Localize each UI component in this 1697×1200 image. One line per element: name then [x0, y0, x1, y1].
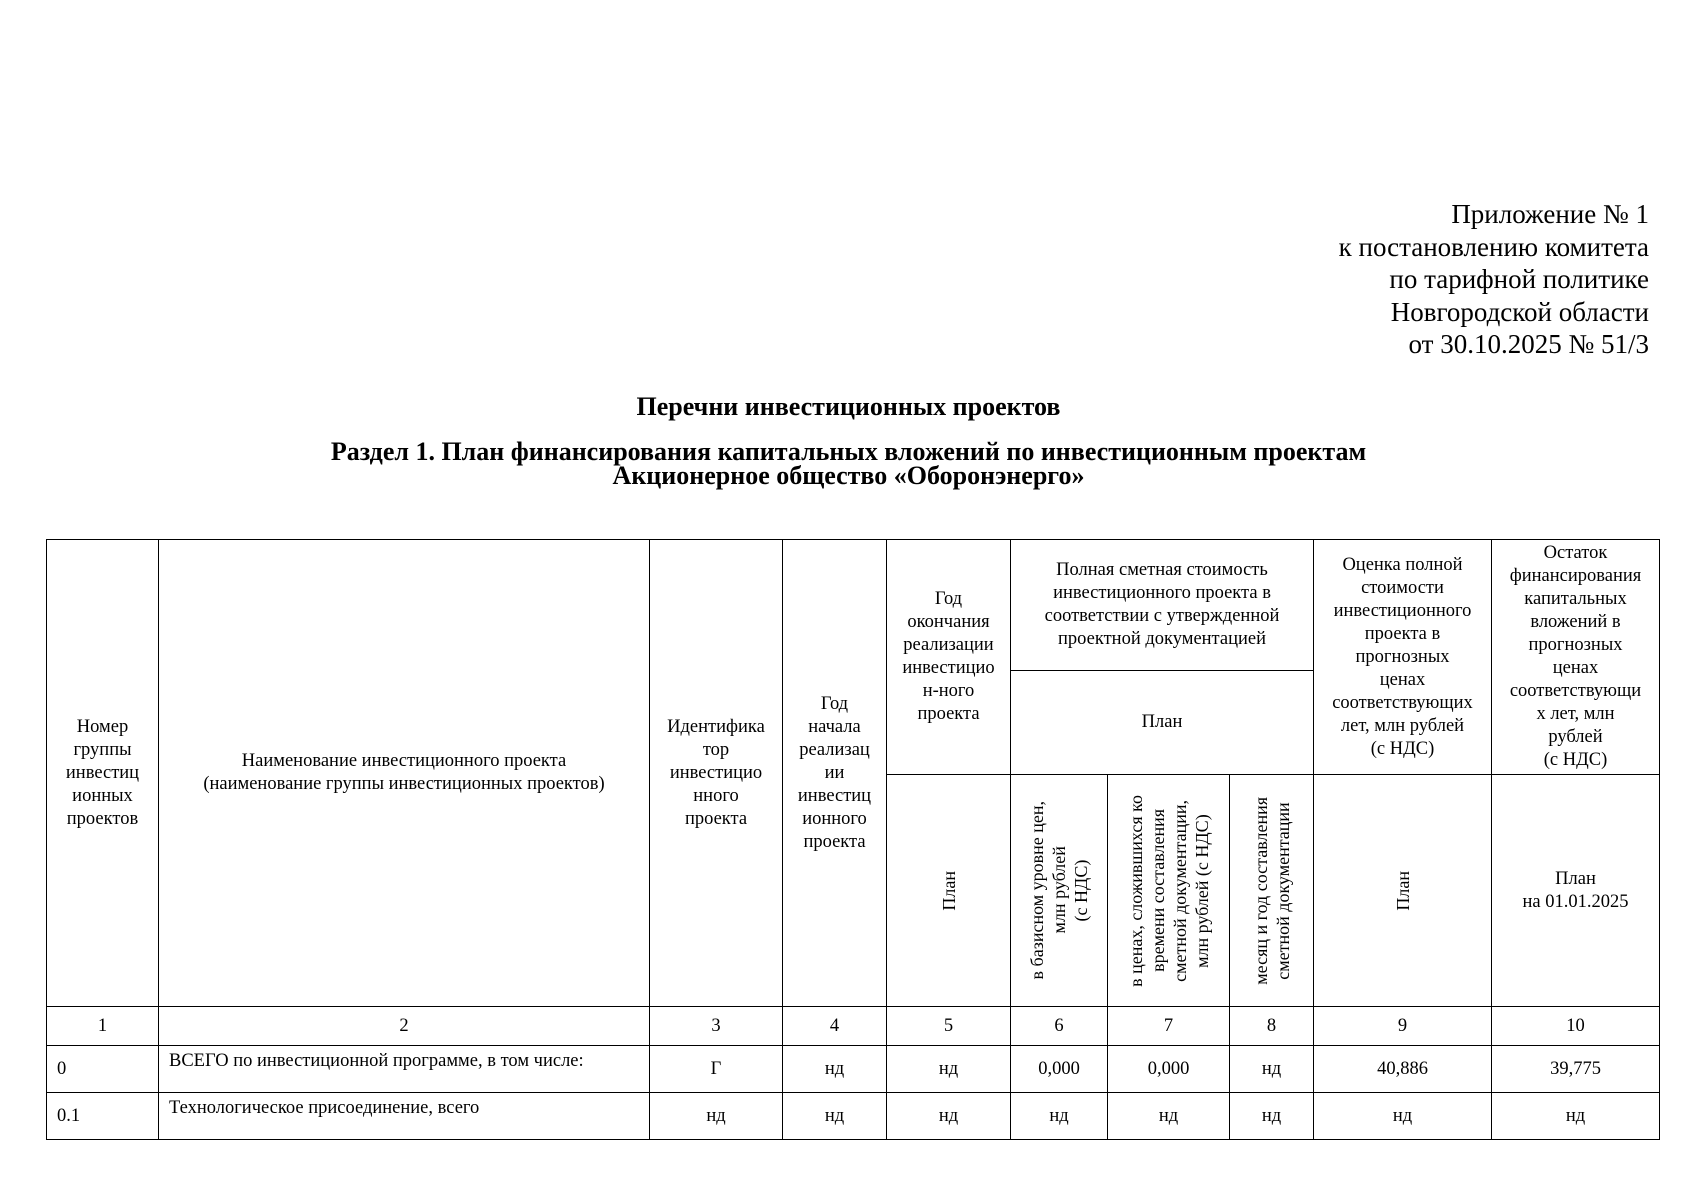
header-line: сметной документации, [1169, 799, 1190, 982]
column-number: 3 [650, 1007, 783, 1046]
subheader-end-year-plan [887, 775, 1011, 1007]
header-line: инвестицио [669, 762, 763, 783]
header-line: Остаток [1543, 543, 1608, 563]
subheader-remaining-plan [1492, 775, 1660, 1007]
header-line: Номер [76, 716, 129, 737]
header-line: проекта [803, 831, 866, 852]
estimate-price-cell: 0,000 [1108, 1046, 1230, 1093]
header-full-estimated-cost [1011, 540, 1314, 671]
header-line: Наименование инвестиционного проекта [241, 751, 567, 771]
header-line: группы [73, 739, 132, 760]
start-year-cell: нд [783, 1046, 887, 1093]
section-title [0, 437, 1697, 490]
header-line: инвестиц [65, 762, 140, 783]
header-line: в базисном уровне цен, [1027, 801, 1047, 980]
header-line: Полная сметная стоимость [1056, 560, 1268, 580]
subheader-base-price-level [1011, 775, 1108, 1007]
end-year-cell: нд [887, 1093, 1011, 1140]
subheader-estimate-prices [1108, 775, 1230, 1007]
appendix-block [1339, 198, 1649, 361]
appendix-line: к постановлению комитета [1338, 231, 1649, 262]
header-end-year [887, 540, 1011, 775]
header-line: (с НДС) [1370, 738, 1435, 759]
vertical-wrap [1014, 801, 1104, 979]
vertical-label [1392, 871, 1414, 911]
header-group-number [47, 540, 159, 1007]
header-line: окончания [907, 612, 990, 632]
cost-estimate-cell: 40,886 [1314, 1046, 1492, 1093]
estimate-price-cell: нд [1108, 1093, 1230, 1140]
group-number-cell: 0.1 [47, 1093, 159, 1140]
table-row [47, 1046, 1660, 1093]
header-line: финансирования [1509, 566, 1642, 586]
header-line: месяц и год составления [1250, 796, 1271, 985]
section-company-name: Акционерное общество «Оборонэнерго» [612, 461, 1085, 490]
header-line: соответствии с утвержденной [1044, 606, 1280, 626]
column-number: 7 [1108, 1007, 1230, 1046]
header-line: соответствующих [1332, 692, 1473, 713]
header-line: прогнозных [1355, 646, 1450, 667]
header-line: Оценка полной [1342, 554, 1463, 575]
column-number: 5 [887, 1007, 1011, 1046]
project-name-cell: Технологическое присоединение, всего [159, 1093, 650, 1140]
estimate-date-cell: нд [1230, 1046, 1314, 1093]
header-line: проекта [684, 808, 748, 829]
column-number-row [47, 1007, 1660, 1046]
header-line: План [1555, 868, 1596, 889]
header-line: ценах [1379, 669, 1426, 690]
identifier-cell: Г [650, 1046, 783, 1093]
vertical-wrap [1233, 797, 1310, 985]
header-line: ии [824, 762, 845, 783]
subheader-estimate-date [1230, 775, 1314, 1007]
header-line: План [938, 870, 959, 911]
document-title: Перечни инвестиционных проектов [636, 392, 1061, 421]
header-line: План [1392, 870, 1413, 911]
cost-estimate-cell: нд [1314, 1093, 1492, 1140]
header-line: н-ного [922, 681, 975, 701]
header-line: проекта в [1364, 623, 1441, 644]
header-line: на 01.01.2025 [1522, 891, 1629, 912]
header-line: в ценах, сложившихся ко [1125, 794, 1146, 987]
header-line: инвестицио [902, 658, 995, 678]
remaining-financing-cell: 39,775 [1492, 1046, 1660, 1093]
column-number: 10 [1492, 1007, 1660, 1046]
header-line: сметной документации [1272, 801, 1293, 980]
header-full-cost-estimate [1314, 540, 1492, 775]
header-line: Год [820, 693, 849, 714]
header-line: Идентифика [667, 716, 765, 737]
header-line: инвестиционного [1333, 600, 1472, 621]
subheader-cost-estimate-plan [1314, 775, 1492, 1007]
vertical-label [1250, 797, 1294, 985]
header-line: ионных [72, 785, 133, 806]
appendix-line: от 30.10.2025 № 51/3 [1408, 329, 1649, 359]
header-line: нного [693, 785, 739, 806]
header-line: млн рублей [1049, 846, 1069, 935]
header-line: рублей [1548, 727, 1603, 747]
project-name-cell: ВСЕГО по инвестиционной программе, в том числе: [159, 1046, 650, 1093]
base-price-cell: 0,000 [1011, 1046, 1108, 1093]
identifier-cell: нд [650, 1093, 783, 1140]
header-line: х лет, млн [1536, 704, 1615, 724]
vertical-label [1125, 795, 1213, 987]
header-line: реализац [799, 739, 870, 760]
vertical-wrap [890, 871, 1007, 911]
header-line: стоимости [1361, 577, 1444, 598]
header-line: реализации [903, 635, 994, 655]
section-title-line: Раздел 1. План финансирования капитальных вложений по инвестиционным проектам [330, 437, 1367, 466]
header-line: (наименование группы инвестиционных проектов) [203, 774, 605, 794]
appendix-line: Новгородской области [1390, 296, 1649, 327]
header-line: вложений в [1530, 612, 1621, 632]
base-price-cell: нд [1011, 1093, 1108, 1140]
header-line: соответствующи [1509, 681, 1642, 701]
appendix-line: по тарифной политике [1389, 264, 1649, 294]
header-remaining-financing [1492, 540, 1660, 775]
header-line: капитальных [1524, 589, 1627, 609]
header-line: проекта [917, 704, 980, 724]
vertical-wrap [1317, 871, 1488, 911]
header-line: млн рублей (с НДС) [1191, 813, 1212, 968]
header-line: прогнозных [1528, 635, 1623, 655]
header-line: ценах [1552, 658, 1599, 678]
header-line: времени составления [1147, 809, 1168, 972]
header-line: инвестиц [797, 785, 872, 806]
vertical-wrap [1111, 795, 1226, 987]
header-line: (с НДС) [1071, 859, 1091, 922]
header-line: План [1141, 712, 1183, 732]
column-number: 1 [47, 1007, 159, 1046]
column-number: 2 [159, 1007, 650, 1046]
header-line: (с НДС) [1543, 750, 1608, 770]
vertical-label [938, 871, 960, 911]
column-number: 6 [1011, 1007, 1108, 1046]
header-line: Год [934, 589, 963, 609]
header-line: проектов [66, 808, 139, 829]
vertical-label [1026, 801, 1092, 979]
header-project-name [159, 540, 650, 1007]
estimate-date-cell: нд [1230, 1093, 1314, 1140]
appendix-line: Приложение № 1 [1451, 199, 1649, 229]
remaining-financing-cell: нд [1492, 1093, 1660, 1140]
header-line: тор [702, 739, 730, 760]
header-full-cost-plan [1011, 671, 1314, 775]
group-number-cell: 0 [47, 1046, 159, 1093]
header-line: начала [808, 716, 861, 737]
end-year-cell: нд [887, 1046, 1011, 1093]
column-number: 9 [1314, 1007, 1492, 1046]
header-line: лет, млн рублей [1340, 715, 1465, 736]
header-line: инвестиционного проекта в [1053, 583, 1271, 603]
header-line: ионного [802, 808, 867, 829]
investment-projects-table [46, 539, 1660, 1140]
header-line: проектной документацией [1058, 629, 1266, 649]
table-row [47, 1093, 1660, 1140]
column-number: 4 [783, 1007, 887, 1046]
header-start-year [783, 540, 887, 1007]
start-year-cell: нд [783, 1093, 887, 1140]
header-project-identifier [650, 540, 783, 1007]
column-number: 8 [1230, 1007, 1314, 1046]
